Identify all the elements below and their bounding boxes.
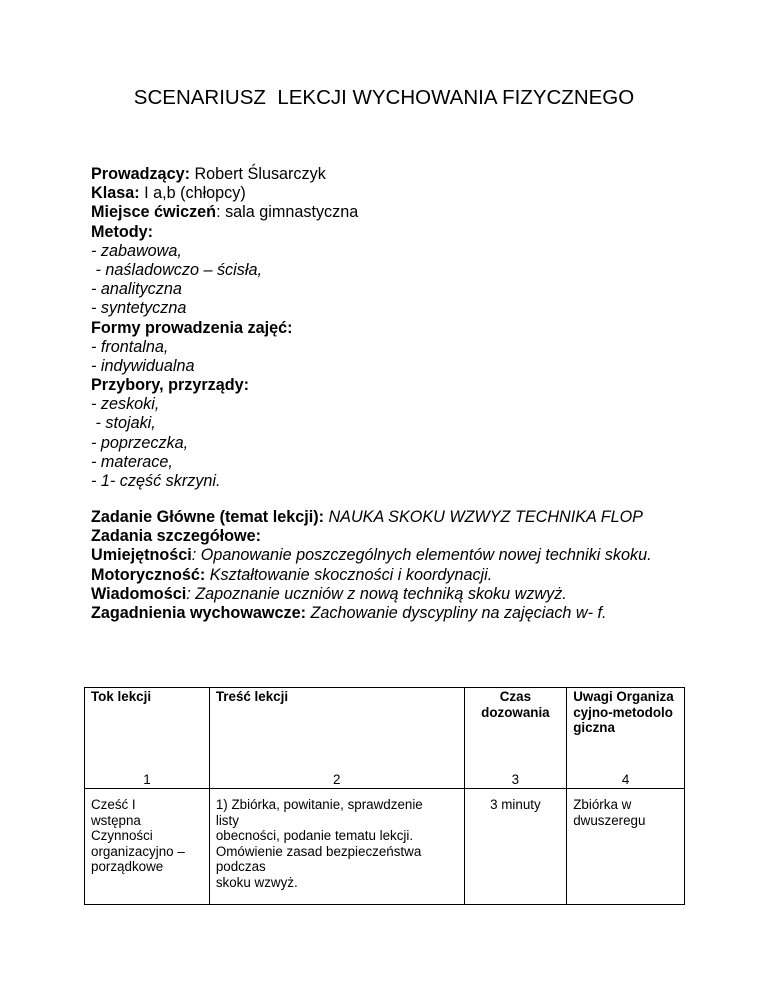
detail-tasks-label: Zadania szczegółowe: — [91, 527, 262, 546]
header-label: Czas dozowania — [481, 689, 550, 720]
motor-value: Kształtowanie skoczności i koordynacji. — [205, 565, 493, 584]
teacher-value: Robert Ślusarczyk — [189, 165, 326, 183]
column-number: 1 — [143, 772, 151, 788]
class-label: Klasa: — [91, 184, 140, 203]
header-cell — [209, 688, 464, 789]
class-line — [91, 184, 711, 203]
method-item: - syntetyczna — [91, 299, 187, 318]
column-number: 3 — [511, 772, 520, 788]
teacher-line — [91, 165, 711, 184]
place-label: Miejsce ćwiczeń — [91, 203, 217, 222]
phase-line: Czynności — [91, 828, 153, 844]
methods-label: Metody: — [91, 222, 154, 241]
phase-cell — [85, 789, 210, 905]
skills-label: Umiejętności — [91, 546, 192, 565]
method-item: - naśladowczo – ścisła, — [91, 260, 262, 279]
table-header-row — [85, 688, 685, 789]
column-number: 2 — [332, 772, 341, 788]
notes-line: Zbiórka w — [573, 797, 632, 812]
content-line: obecności, podanie tematu lekcji. — [215, 828, 414, 844]
teacher-label: Prowadzący: — [91, 165, 190, 183]
column-number: 4 — [621, 772, 630, 788]
phase-line: organizacyjno – — [91, 843, 185, 859]
equipment-item: - poprzeczka, — [91, 433, 189, 452]
header-label: Uwagi Organizacyjno-metodologiczna — [573, 689, 674, 736]
class-value: I a,b (chłopcy) — [139, 184, 246, 203]
equipment-item: - stojaki, — [91, 414, 156, 433]
equipment-item: - zeskoki, — [91, 395, 160, 414]
phase-line: porządkowe — [91, 859, 164, 875]
motor-line — [91, 566, 691, 585]
notes-cell — [567, 789, 685, 905]
content-line: Omówienie zasad bezpieczeństwa — [215, 843, 422, 859]
main-task — [91, 508, 691, 527]
content-cell — [209, 789, 464, 905]
header-cell — [85, 688, 210, 789]
header-cell — [464, 688, 567, 789]
skills-line — [91, 546, 691, 565]
knowledge-line — [91, 585, 691, 604]
equipment-label: Przybory, przyrządy: — [91, 376, 250, 395]
main-task-value: NAUKA SKOKU WZWYZ TECHNIKA FLOP — [323, 508, 643, 526]
time-value: 3 minuty — [490, 797, 541, 812]
phase-line: Cześć I — [91, 797, 136, 812]
content-line: skoku wzwyż. — [215, 874, 298, 890]
header-cell — [567, 688, 685, 789]
form-item: - indywidualna — [91, 356, 195, 375]
place-line — [91, 203, 711, 222]
header-label: Treść lekcji — [215, 689, 289, 704]
motor-label: Motoryczność: — [91, 565, 206, 584]
skills-value: : Opanowanie poszczególnych elementów nowej techniki skoku. — [191, 546, 652, 565]
table-row — [85, 789, 685, 905]
content-line: 1) Zbiórka, powitanie, sprawdzenie — [215, 797, 423, 812]
content-line: listy — [215, 812, 239, 828]
knowledge-value: : Zapoznanie uczniów z nową techniką skoku wzwyż. — [186, 584, 567, 603]
education-value: Zachowanie dyscypliny na zajęciach w- f. — [306, 604, 607, 623]
method-item: - zabawowa, — [91, 241, 182, 260]
lesson-info — [91, 165, 711, 491]
lesson-table — [84, 687, 685, 905]
forms-label: Formy prowadzenia zajęć: — [91, 318, 293, 337]
main-task-label: Zadanie Główne (temat lekcji): — [91, 508, 324, 526]
document-title: SCENARIUSZ LEKCJI WYCHOWANIA FIZYCZNEGO — [133, 86, 635, 109]
lesson-tasks — [91, 508, 691, 623]
education-label: Zagadnienia wychowawcze: — [91, 604, 306, 623]
time-cell — [464, 789, 567, 905]
method-item: - analityczna — [91, 280, 182, 299]
content-line: podczas — [215, 859, 266, 875]
equipment-item: - 1- część skrzyni. — [91, 472, 221, 490]
equipment-item: - materace, — [91, 452, 173, 471]
knowledge-label: Wiadomości — [91, 584, 187, 603]
notes-line: dwuszeregu — [573, 812, 646, 828]
header-label: Tok lekcji — [91, 689, 152, 704]
education-line — [91, 604, 691, 623]
form-item: - frontalna, — [91, 337, 169, 356]
place-value: : sala gimnastyczna — [216, 203, 359, 222]
phase-line: wstępna — [91, 812, 141, 828]
